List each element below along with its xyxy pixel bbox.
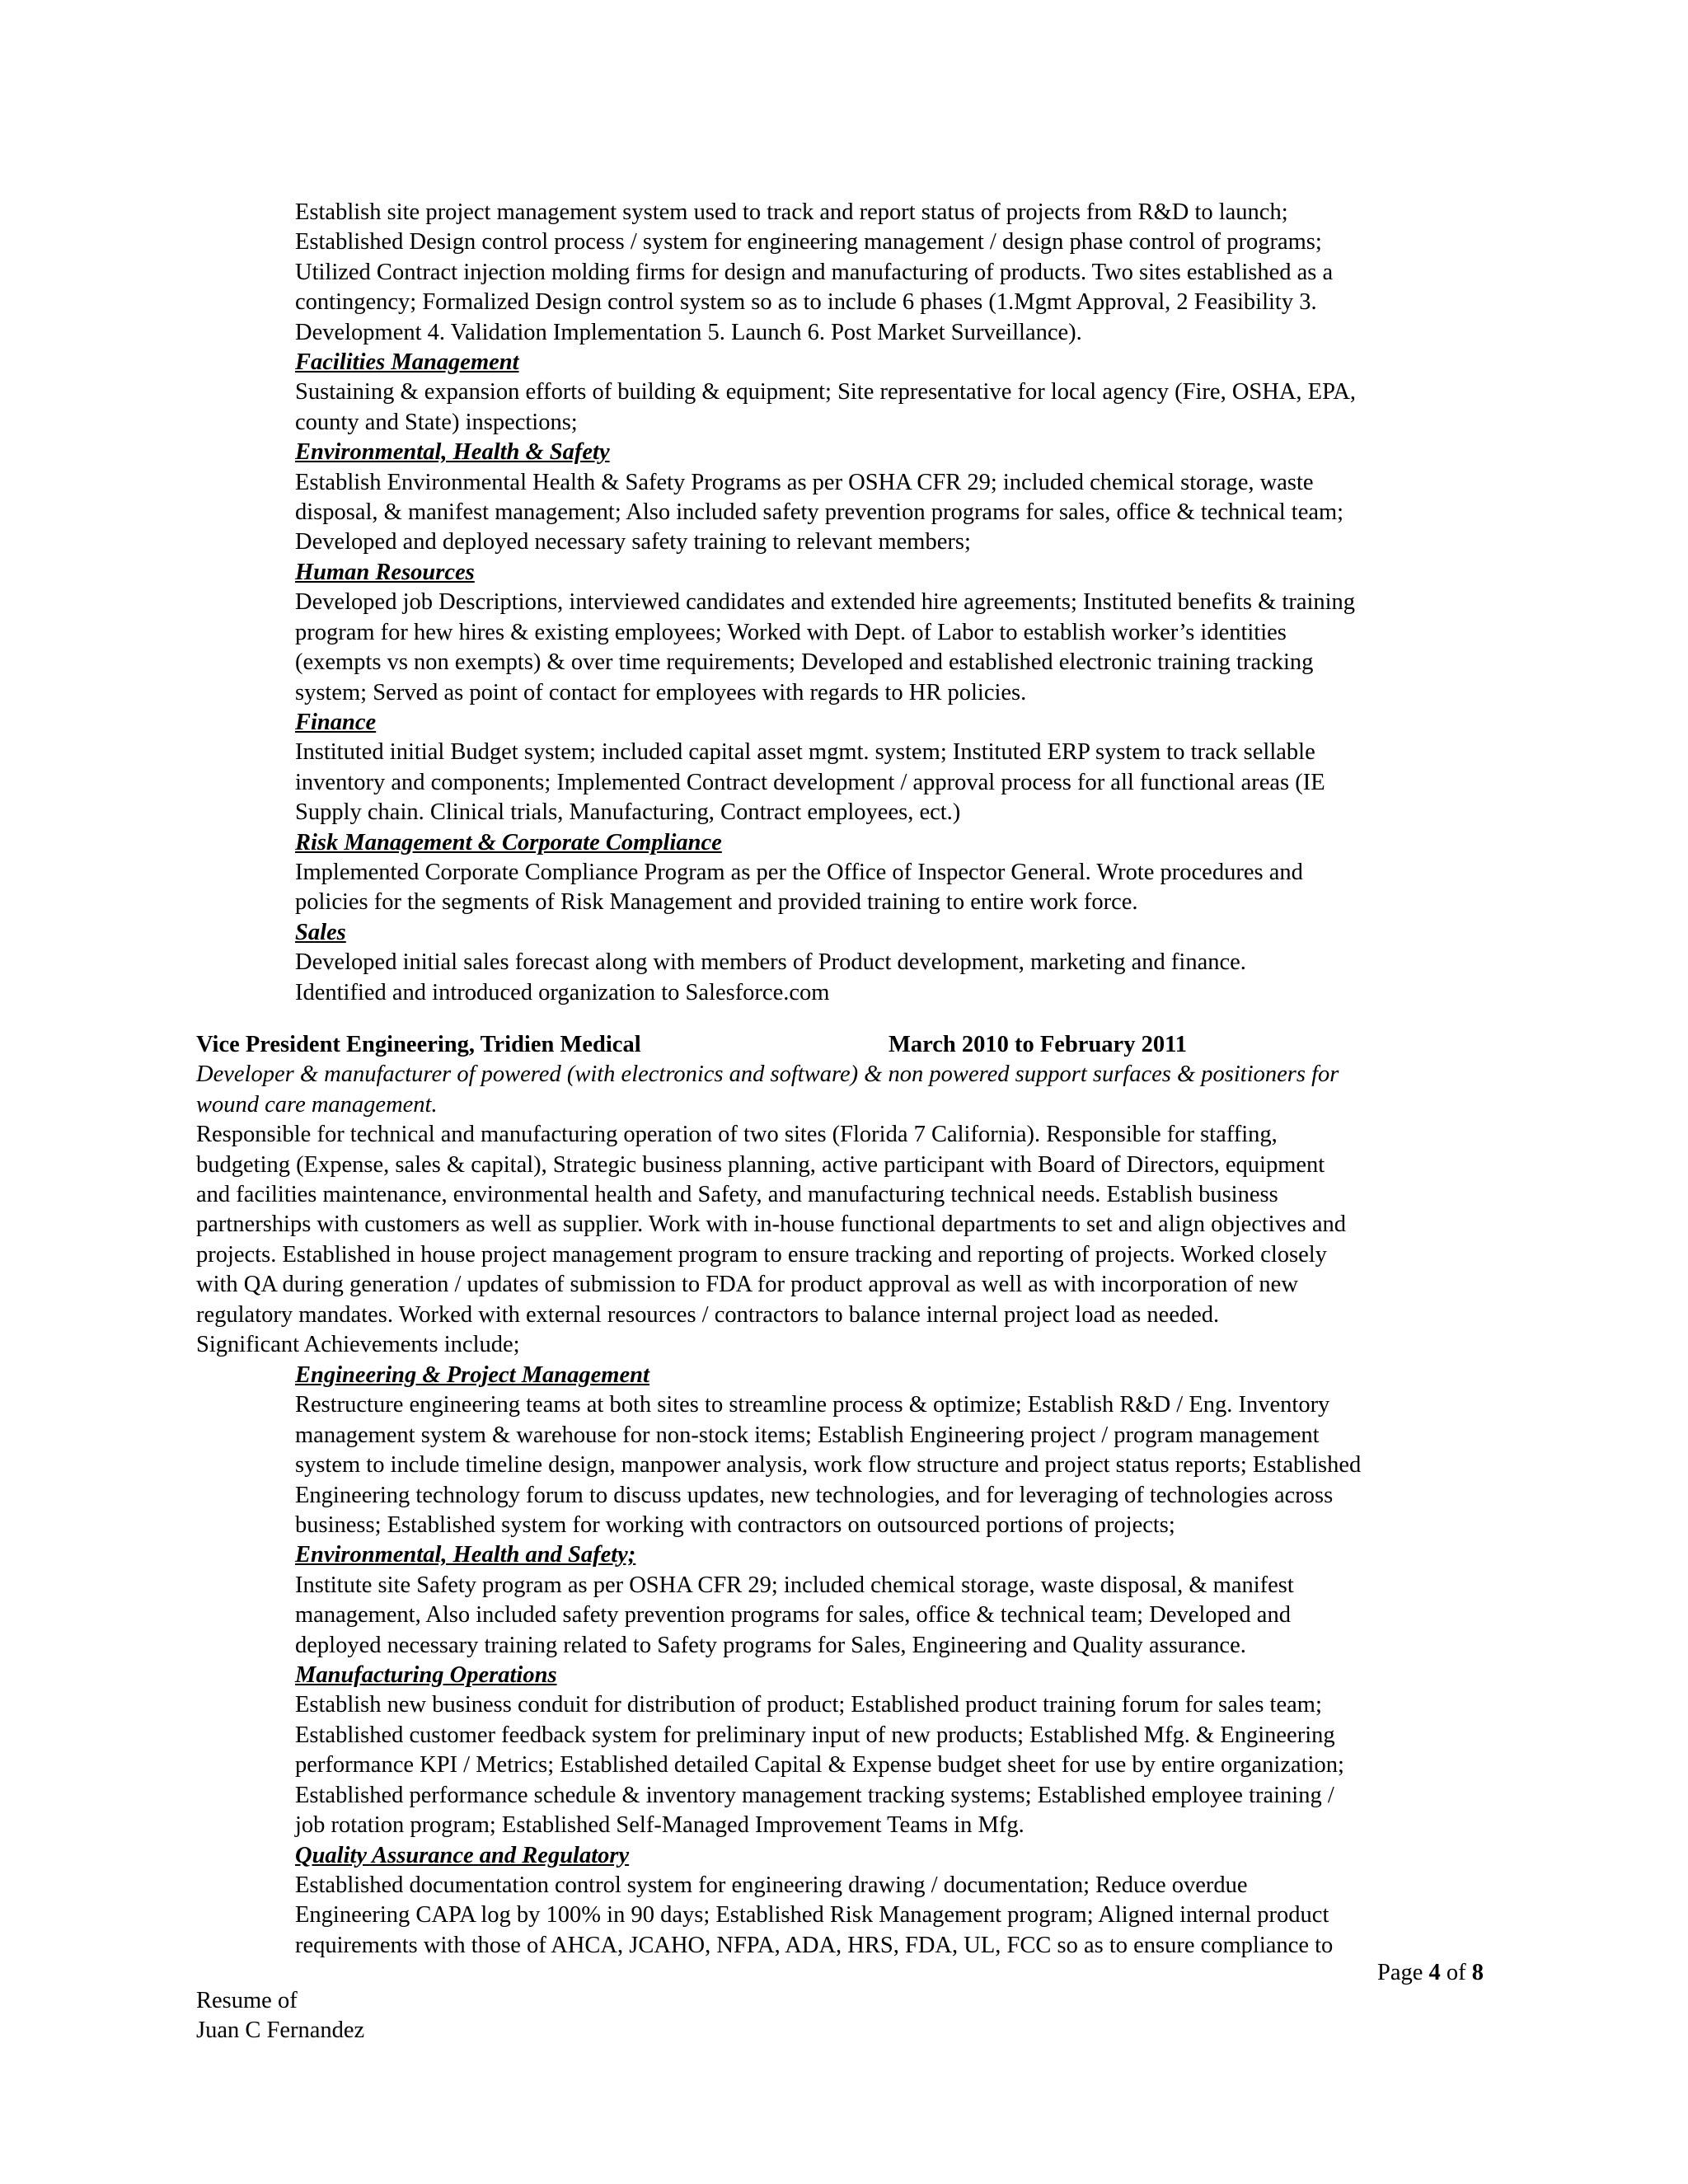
body-line: Instituted initial Budget system; included capital asset mgmt. system; Instituted ERP system to track sellable (295, 739, 1315, 766)
body-line: partnerships with customers as well as supplier. Work with in-house functional departments to set and align objectives and (196, 1212, 1346, 1238)
page-of: of (1446, 1960, 1466, 1985)
body-line: disposal, & manifest management; Also included safety prevention programs for sales, office & technical team; (295, 499, 1344, 526)
heading-engineering-project-management: Engineering & Project Management (295, 1362, 649, 1388)
body-line: contingency; Formalized Design control system so as to include 6 phases (1.Mgmt Approval, 2 Feasibility 3. (295, 289, 1317, 316)
body-line: county and State) inspections; (295, 409, 578, 435)
heading-manufacturing-operations: Manufacturing Operations (295, 1662, 557, 1689)
body-line: Establish Environmental Health & Safety Programs as per OSHA CFR 29; included chemical storage, waste (295, 469, 1314, 495)
heading-quality-assurance-regulatory: Quality Assurance and Regulatory (295, 1842, 630, 1868)
body-line: management, Also included safety prevention programs for sales, office & technical team; Developed and (295, 1602, 1291, 1629)
body-line: Established performance schedule & inventory management tracking systems; Established employee training / (295, 1782, 1334, 1808)
heading-finance: Finance (295, 709, 377, 735)
body-line: Responsible for technical and manufacturing operation of two sites (Florida 7 California). Responsible for staffing, (196, 1122, 1278, 1148)
body-line: Sustaining & expansion efforts of building & equipment; Site representative for local agency (Fire, OSHA, EPA, (295, 379, 1357, 405)
body-line: program for hew hires & existing employees; Worked with Dept. of Labor to establish worker’s identities (295, 619, 1287, 645)
body-line: with QA during generation / updates of submission to FDA for product approval as well as with incorporation of new (196, 1272, 1298, 1298)
body-line: Identified and introduced organization to Salesforce.com (295, 979, 830, 1005)
page-total: 8 (1471, 1960, 1484, 1985)
body-line: projects. Established in house project management program to ensure tracking and reporting of projects. Worked closely (196, 1241, 1327, 1268)
page-number (1377, 1958, 1484, 1988)
body-line: management system & warehouse for non-stock items; Establish Engineering project / program management (295, 1422, 1320, 1448)
body-line: Utilized Contract injection molding firms for design and manufacturing of products. Two sites established as a (295, 259, 1334, 285)
body-line: budgeting (Expense, sales & capital), Strategic business planning, active participant with Board of Directors, equipment (196, 1151, 1325, 1178)
job-title: Vice President Engineering, Tridien Medical (196, 1032, 641, 1057)
body-line: (exempts vs non exempts) & over time requirements; Developed and established electronic training tracking (295, 649, 1314, 676)
body-line: Establish new business conduit for distribution of product; Established product training forum for sales team; (295, 1692, 1322, 1718)
body-line: Significant Achievements include; (196, 1332, 520, 1358)
body-line: deployed necessary training related to Safety programs for Sales, Engineering and Quality assurance. (295, 1632, 1246, 1658)
body-line: Restructure engineering teams at both sites to streamline process & optimize; Establish R&D / Eng. Inventory (295, 1392, 1330, 1418)
body-line: Engineering CAPA log by 100% in 90 days; Established Risk Management program; Aligned internal product (295, 1902, 1329, 1929)
section-1 (295, 198, 1482, 1008)
company-description: wound care management. (196, 1091, 438, 1118)
job-section (196, 1030, 1482, 1360)
body-line: Institute site Safety program as per OSHA CFR 29; included chemical storage, waste disposal, & manifest (295, 1572, 1294, 1598)
body-line: policies for the segments of Risk Management and provided training to entire work force. (295, 889, 1138, 916)
page-label: Page (1376, 1960, 1423, 1985)
heading-sales: Sales (295, 919, 346, 945)
body-line: job rotation program; Established Self-Managed Improvement Teams in Mfg. (295, 1812, 1025, 1839)
body-line: system; Served as point of contact for employees with regards to HR policies. (295, 679, 1027, 705)
heading-environmental-health-and-safety: Environmental, Health and Safety; (295, 1542, 636, 1568)
body-line: Developed and deployed necessary safety training to relevant members; (295, 529, 971, 555)
body-line: system to include timeline design, manpower analysis, work flow structure and project status reports; Established (295, 1452, 1362, 1479)
body-line: performance KPI / Metrics; Established detailed Capital & Expense budget sheet for use by entire organization; (295, 1752, 1344, 1779)
body-line: Developed initial sales forecast along with members of Product development, marketing and finance. (295, 949, 1246, 976)
heading-environmental-health-safety: Environmental, Health & Safety (295, 439, 610, 466)
body-line: Developed job Descriptions, interviewed candidates and extended hire agreements; Instituted benefits & training (295, 589, 1356, 616)
body-line: Engineering technology forum to discuss updates, new technologies, and for leveraging of technologies across (295, 1482, 1334, 1508)
body-line: inventory and components; Implemented Contract development / approval process for all functional areas (IE (295, 769, 1325, 795)
footer-resume-owner (196, 1986, 364, 2046)
job-dates: March 2010 to February 2011 (889, 1032, 1188, 1057)
section-2 (295, 1361, 1482, 1961)
body-line: business; Established system for working with contractors on outsourced portions of projects; (295, 1512, 1175, 1539)
body-line: regulatory mandates. Worked with external resources / contractors to balance internal project load as needed. (196, 1301, 1220, 1328)
body-line: Supply chain. Clinical trials, Manufacturing, Contract employees, ect.) (295, 799, 961, 826)
heading-risk-management: Risk Management & Corporate Compliance (295, 829, 722, 855)
body-line: and facilities maintenance, environmental health and Safety, and manufacturing technical needs. Establish business (196, 1182, 1278, 1208)
body-line: Implemented Corporate Compliance Program as per the Office of Inspector General. Wrote procedures and (295, 859, 1303, 885)
body-line: Established Design control process / system for engineering management / design phase control of programs; (295, 229, 1322, 255)
resume-owner-name: Juan C Fernandez (196, 2018, 365, 2044)
heading-human-resources: Human Resources (295, 559, 475, 585)
job-title-line (196, 1030, 1482, 1060)
body-line: Establish site project management system used to track and report status of projects from R&D to launch; (295, 199, 1288, 225)
body-line: requirements with those of AHCA, JCAHO, NFPA, ADA, HRS, FDA, UL, FCC so as to ensure compliance to (295, 1932, 1334, 1958)
company-description: Developer & manufacturer of powered (with electronics and software) & non powered support surfaces & positioners for (196, 1062, 1339, 1088)
resume-of-label: Resume of (196, 1988, 298, 2013)
body-line: Established customer feedback system for preliminary input of new products; Established Mfg. & Engineering (295, 1722, 1335, 1748)
page-current: 4 (1428, 1960, 1441, 1985)
body-line: Development 4. Validation Implementation 5. Launch 6. Post Market Surveillance). (295, 319, 1082, 345)
heading-facilities-management: Facilities Management (295, 349, 519, 376)
body-line: Established documentation control system for engineering drawing / documentation; Reduce overdue (295, 1872, 1248, 1898)
